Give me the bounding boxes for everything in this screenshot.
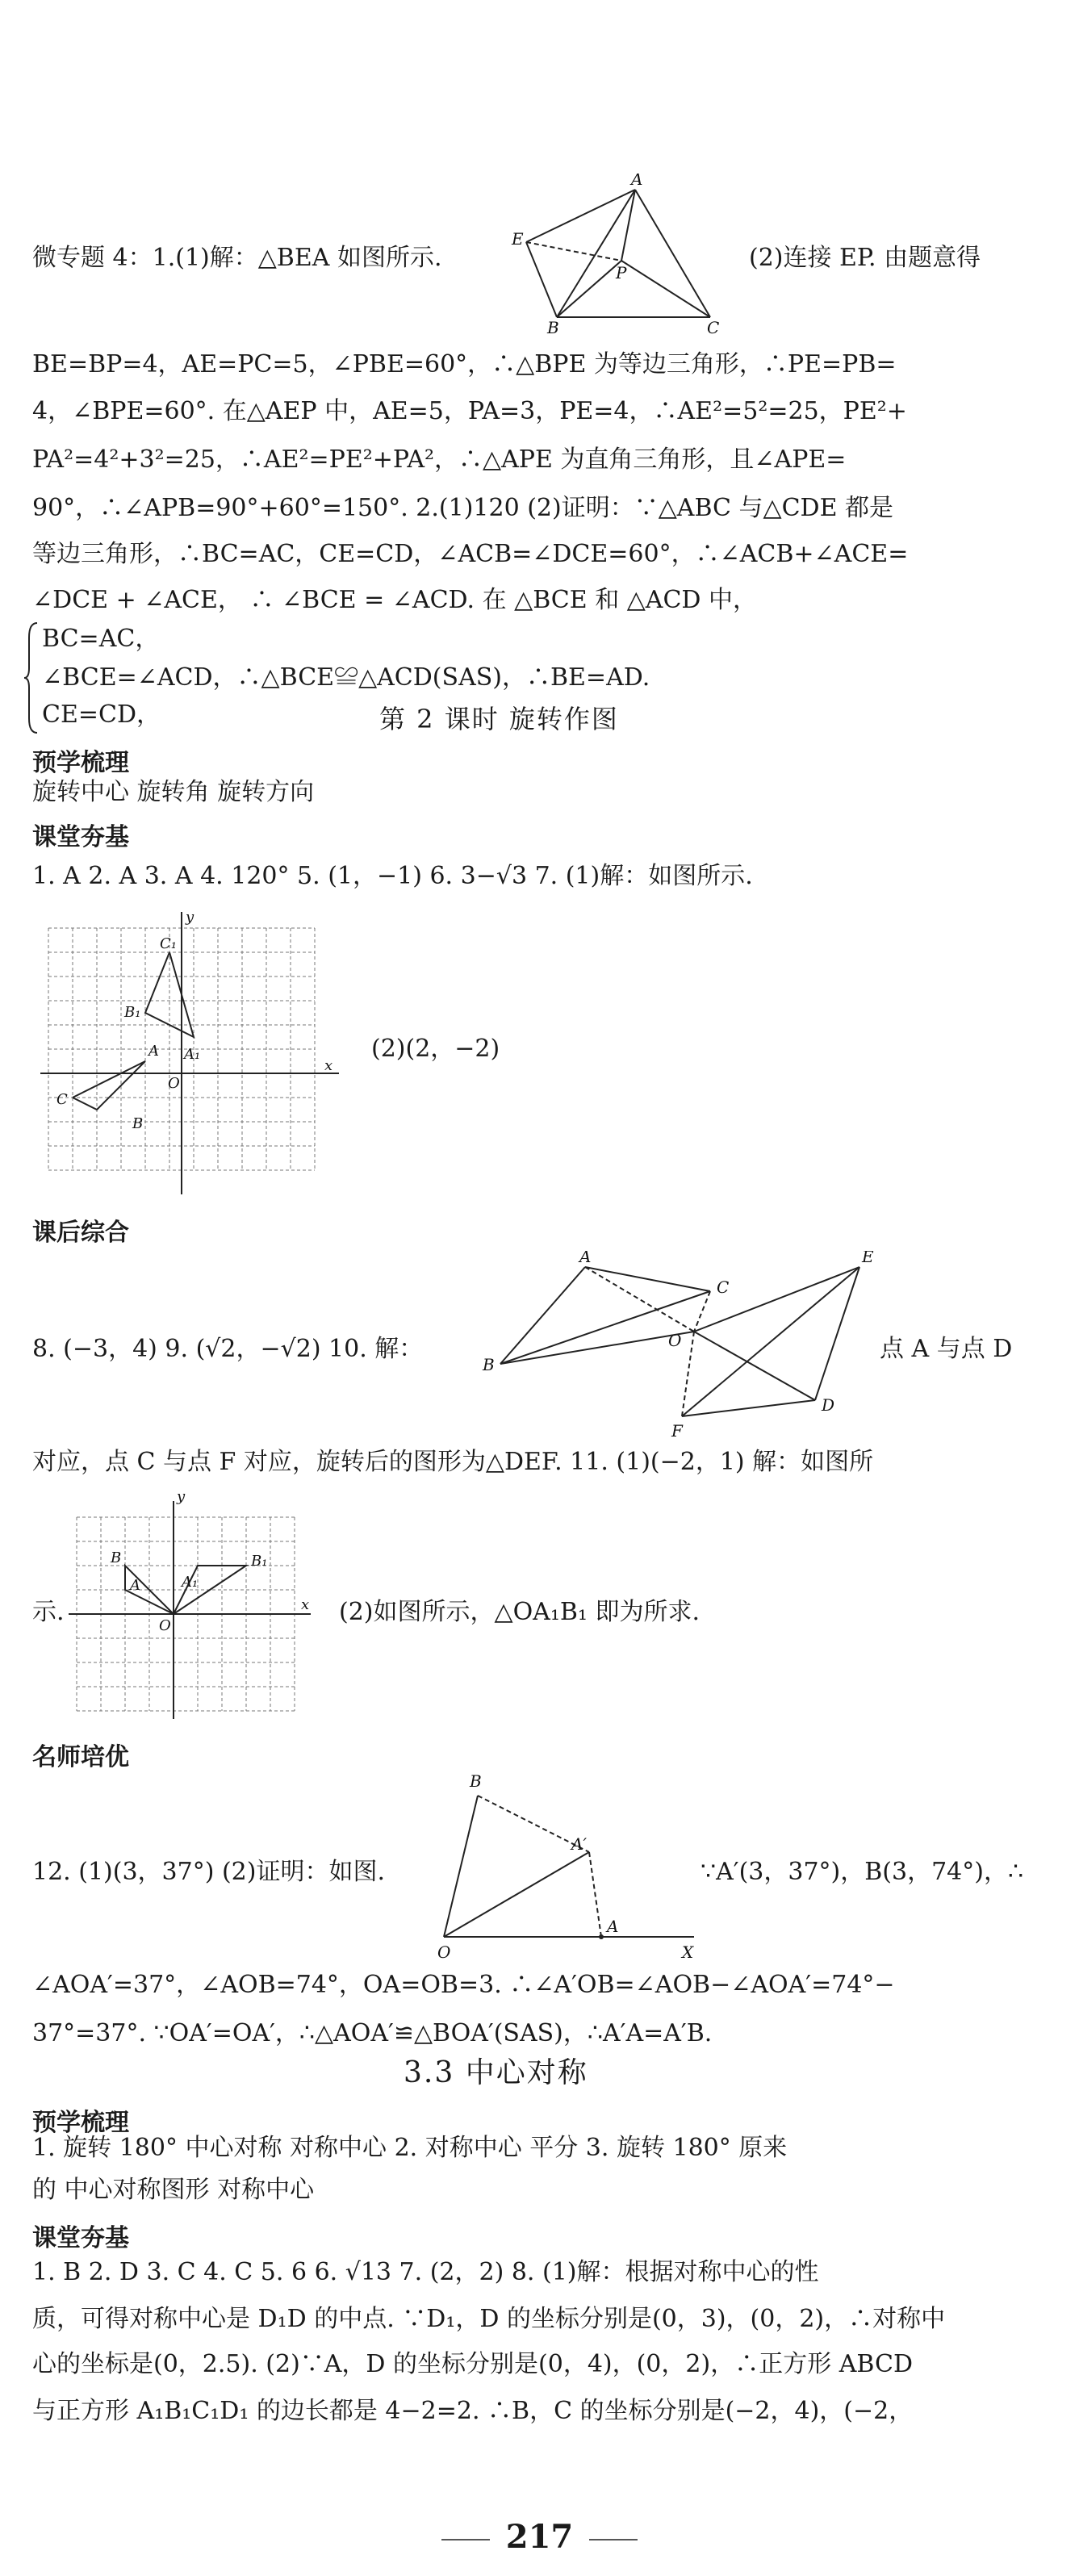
fig2-label-o: O xyxy=(168,1075,180,1092)
fig2-label-c: C xyxy=(56,1091,68,1108)
brace xyxy=(23,621,39,734)
section-heading: 预学梳理 xyxy=(32,749,129,777)
fig2-label-a1: A₁ xyxy=(184,1046,201,1063)
fig5-label-b: B xyxy=(470,1771,482,1791)
text-line: 4，∠BPE=60°. 在△AEP 中，AE=5，PA=3，PE=4，∴AE²=5²=25，PE²+ xyxy=(32,397,907,425)
text-line: 等边三角形，∴BC=AC，CE=CD，∠ACB=∠DCE=60°，∴∠ACB+∠ACE= xyxy=(32,540,909,568)
text-line: 12. (1)(3，37°) (2)证明：如图. xyxy=(32,1858,385,1886)
figure-grid-rotation-2 xyxy=(69,1485,327,1727)
section-heading: 课堂夯基 xyxy=(32,2224,129,2252)
fig4-label-b: B xyxy=(111,1549,122,1566)
text-line: CE=CD， xyxy=(42,700,161,729)
text-line: 1. A 2. A 3. A 4. 120° 5. (1，−1) 6. 3−√3 7. (1)解：如图所示. xyxy=(32,862,753,890)
text-line: 与正方形 A₁B₁C₁D₁ 的边长都是 4−2=2. ∴B，C 的坐标分别是(−2，4)，(−2， xyxy=(32,2397,914,2425)
section-heading: 课后综合 xyxy=(32,1219,129,1247)
text-line: 1. B 2. D 3. C 4. C 5. 6 6. √13 7. (2，2) 8. (1)解：根据对称中心的性 xyxy=(32,2258,819,2286)
fig2-label-b: B xyxy=(132,1115,144,1132)
figure-polar-rotation xyxy=(428,1767,702,1961)
figure-triangle-bea xyxy=(508,174,734,335)
text-line: 旋转中心 旋转角 旋转方向 xyxy=(32,778,315,806)
text-line: ∠BCE=∠ACD，∴△BCE≌△ACD(SAS)，∴BE=AD. xyxy=(42,663,650,692)
fig1-label-p: P xyxy=(616,263,627,282)
text-line: ∠AOA′=37°，∠AOB=74°，OA=OB=3. ∴∠A′OB=∠AOB−∠AOA′=74°− xyxy=(32,1971,895,1999)
section-heading: 预学梳理 xyxy=(32,2109,129,2137)
fig3-label-e: E xyxy=(862,1251,874,1266)
fig1-label-a: A xyxy=(631,174,643,189)
fig5-label-x: X xyxy=(682,1942,694,1961)
fig4-label-o: O xyxy=(159,1617,171,1634)
fig3-label-a: A xyxy=(579,1251,592,1266)
text-line: 的 中心对称图形 对称中心 xyxy=(32,2176,315,2204)
text-line: (2)连接 EP. 由题意得 xyxy=(749,244,981,272)
text-line: 微专题 4：1.(1)解：△BEA 如图所示. xyxy=(32,244,442,272)
text-line: ∠DCE + ∠ACE， ∴ ∠BCE = ∠ACD. 在 △BCE 和 △ACD 中， xyxy=(32,586,758,614)
lesson-title: 第 2 课时 旋转作图 xyxy=(379,704,619,734)
section-heading: 课堂夯基 xyxy=(32,823,129,851)
figure-rotation-abc-def xyxy=(476,1251,896,1453)
text-line: BE=BP=4，AE=PC=5，∠PBE=60°，∴△BPE 为等边三角形，∴PE=PB= xyxy=(32,350,897,378)
text-line: 示. xyxy=(32,1598,65,1626)
fig3-label-d: D xyxy=(822,1395,835,1415)
fig1-label-b: B xyxy=(547,318,559,335)
fig3-label-b: B xyxy=(483,1355,495,1374)
fig3-label-c: C xyxy=(717,1278,730,1297)
page-number-value: 217 xyxy=(505,2518,574,2556)
text-line: 37°=37°. ∵OA′=OA′，∴△AOA′≌△BOA′(SAS)，∴A′A=A′B. xyxy=(32,2019,713,2047)
fig2-label-a: A xyxy=(148,1043,159,1060)
fig5-label-a-prime: A′ xyxy=(571,1834,587,1854)
text-line: (2)(2，−2) xyxy=(371,1035,500,1063)
text-line: PA²=4²+3²=25，∴AE²=PE²+PA²，∴△APE 为直角三角形，且∠APE= xyxy=(32,445,847,474)
fig2-label-y: y xyxy=(186,909,194,926)
fig1-label-e: E xyxy=(512,229,524,249)
section-title: 3.3 中心对称 xyxy=(404,2056,588,2089)
text-line: 心的坐标是(0，2.5). (2)∵A，D 的坐标分别是(0，4)，(0，2)，∴正方形 ABCD xyxy=(32,2350,914,2378)
fig2-label-c1: C₁ xyxy=(160,935,177,952)
fig4-label-b1: B₁ xyxy=(251,1553,268,1570)
text-line: 1. 旋转 180° 中心对称 对称中心 2. 对称中心 平分 3. 旋转 180° 原来 xyxy=(32,2134,788,2162)
text-line: 对应，点 C 与点 F 对应，旋转后的图形为△DEF. 11. (1)(−2，1) 解：如图所 xyxy=(32,1448,874,1476)
page-number-dash-left xyxy=(441,2539,490,2540)
fig3-label-f: F xyxy=(671,1421,683,1441)
text-line: 8. (−3，4) 9. (√2，−√2) 10. 解： xyxy=(32,1335,424,1363)
text-line: ∵A′(3，37°)，B(3，74°)，∴ xyxy=(701,1858,1024,1886)
fig5-label-a: A xyxy=(607,1917,619,1936)
section-heading: 名师培优 xyxy=(32,1743,129,1771)
fig3-label-o: O xyxy=(668,1331,682,1350)
page-number-dash-right xyxy=(589,2539,638,2540)
text-line: BC=AC， xyxy=(42,625,160,653)
fig4-label-a1: A₁ xyxy=(182,1574,199,1591)
page-number xyxy=(0,2518,1079,2556)
fig5-label-o: O xyxy=(437,1942,451,1961)
fig4-label-a: A xyxy=(130,1577,140,1594)
fig2-label-b1: B₁ xyxy=(124,1004,141,1021)
text-line: (2)如图所示，△OA₁B₁ 即为所求. xyxy=(339,1598,700,1626)
text-line: 质，可得对称中心是 D₁D 的中点. ∵D₁，D 的坐标分别是(0，3)，(0，2)，∴对称中 xyxy=(32,2305,946,2333)
text-line: 点 A 与点 D xyxy=(880,1335,1013,1363)
fig1-label-c: C xyxy=(707,318,720,335)
fig2-label-x: x xyxy=(324,1057,333,1074)
text-line: 90°，∴∠APB=90°+60°=150°. 2.(1)120 (2)证明：∵△ABC 与△CDE 都是 xyxy=(32,494,894,522)
fig4-label-y: y xyxy=(177,1488,186,1505)
fig4-label-x: x xyxy=(301,1596,310,1613)
figure-grid-rotation-1 xyxy=(40,904,347,1202)
